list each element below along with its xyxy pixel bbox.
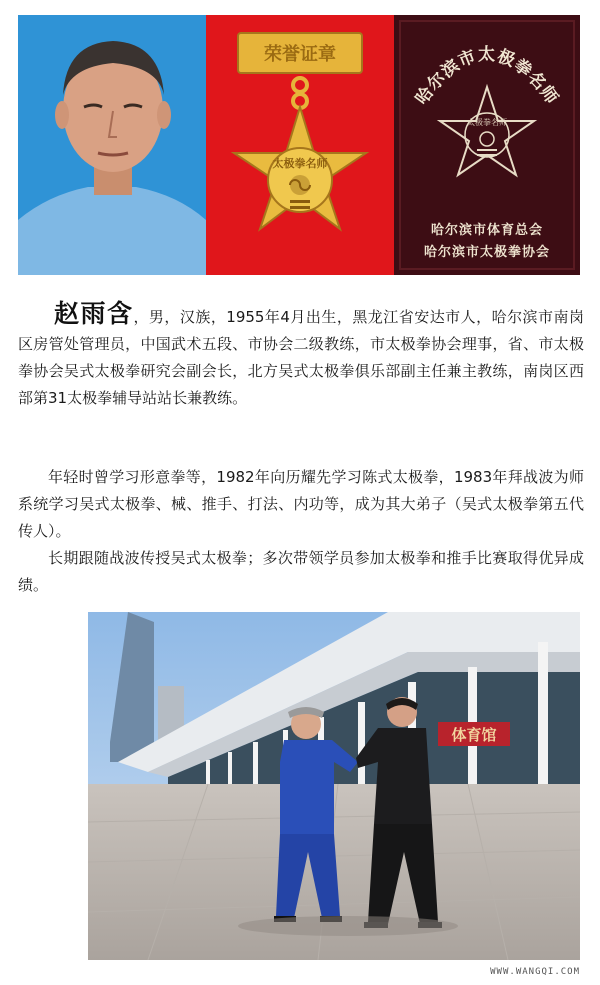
- bio-paragraph-1-text: ，男，汉族，1955年4月出生，黑龙江省安达市人，哈尔滨市南岗区房管处管理员，中国武术五段、市协会二级教练，市太极拳协会理事，省、市太极拳协会吴式太极拳研究会副会长，北方吴式太极拳俱乐部副主任兼主教练，南岗区西部第31太极拳辅导站站长兼教练。: [18, 308, 584, 407]
- medal-bar-text: 荣誉证章: [264, 44, 336, 65]
- medal-illustration: [206, 15, 394, 275]
- plaque-org-2: 哈尔滨市太极拳协会: [423, 245, 550, 260]
- plaque-title: 哈尔滨市太极拳名师: [411, 45, 563, 109]
- portrait-photo: [18, 15, 206, 275]
- training-photo-illustration: [88, 612, 580, 960]
- building-sign: 体育馆: [451, 726, 497, 744]
- bio-paragraph-2: 年轻时曾学习形意拳等，1982年向历耀先学习陈式太极拳，1983年拜战波为师系统学习吴式太极拳、械、推手、打法、内功等，成为其大弟子（吴式太极拳第五代传人）。: [18, 468, 584, 540]
- bio-paragraph-3: 长期跟随战波传授吴式太极拳；多次带领学员参加太极拳和推手比赛取得优异成绩。: [18, 549, 584, 594]
- medal-star-text: 太极拳名师: [272, 157, 328, 170]
- bio-paragraph-1: [18, 300, 584, 412]
- person-name: 赵雨含: [54, 299, 134, 328]
- medal-photo: [206, 15, 394, 275]
- watermark: WWW.WANGQI.COM: [490, 967, 580, 977]
- plaque-emblem-text: 太极拳名师: [467, 118, 507, 127]
- training-photo: [88, 612, 580, 960]
- portrait-illustration: [18, 15, 206, 275]
- honor-plaque: [394, 15, 580, 275]
- plaque-org-1: 哈尔滨市体育总会: [430, 223, 543, 238]
